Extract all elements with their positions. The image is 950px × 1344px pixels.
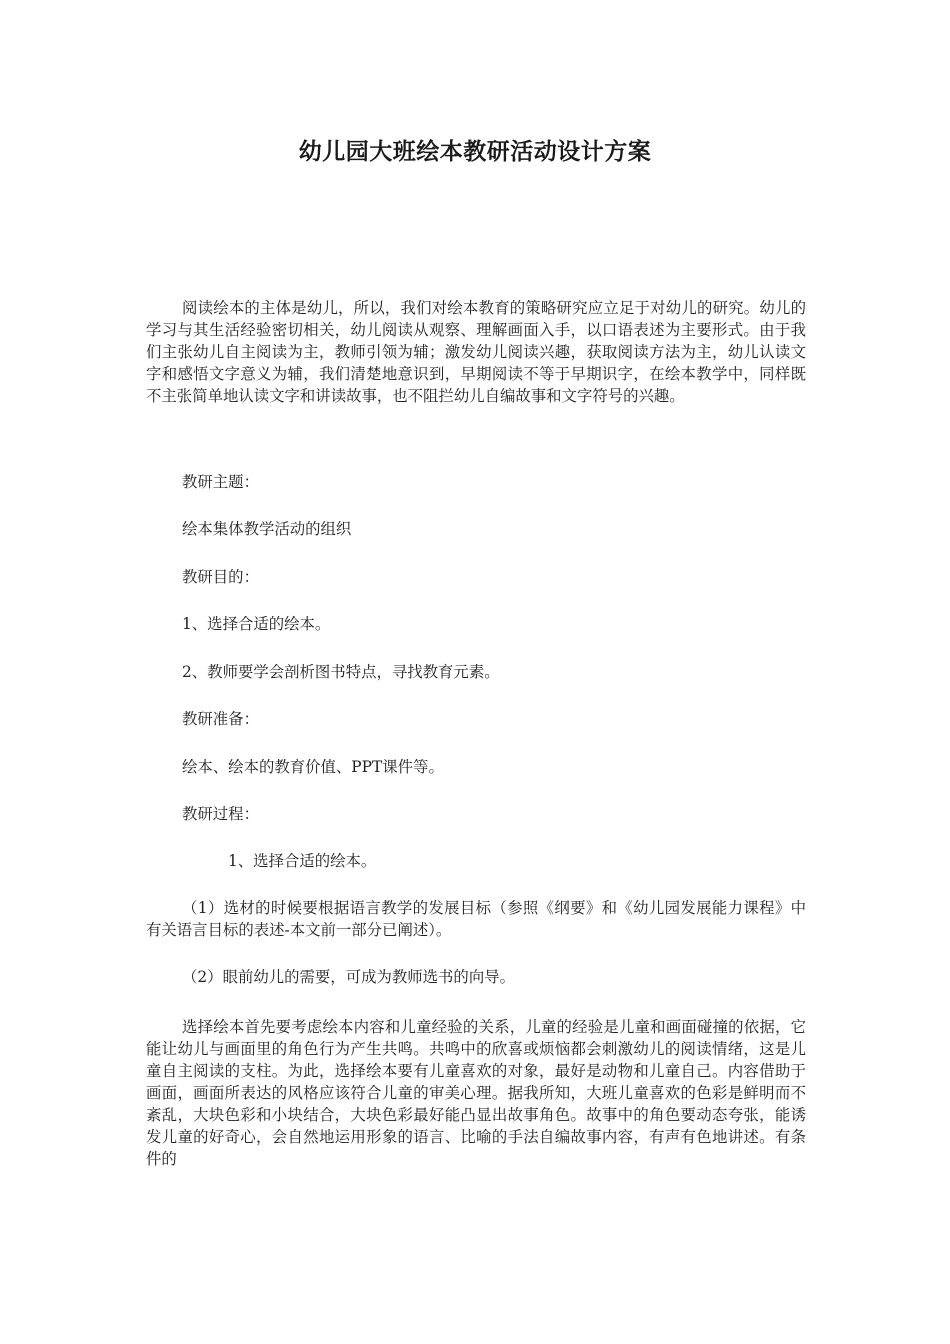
purpose-item-1: 1、选择合适的绘本。 <box>182 615 331 633</box>
topic-text: 绘本集体教学活动的组织 <box>182 520 352 538</box>
topic-label: 教研主题： <box>182 473 259 491</box>
prep-text: 绘本、绘本的教育价值、PPT课件等。 <box>182 758 444 776</box>
selection-paragraph: 选择绘本首先要考虑绘本内容和儿童经验的关系，儿童的经验是儿童和画面碰撞的依据，它能让幼儿与画面里的角色行为产生共鸣。共鸣中的欣喜或烦恼都会刺激幼儿的阅读情绪，这是儿童自主阅读的支柱。为此，选择绘本要有儿童喜欢的对象，最好是动物和儿童自己。内容借助于画面，画面所表达的风格应该符合儿童的审美心理。据我所知，大班儿童喜欢的色彩是鲜明而不紊乱，大块色彩和小块结合，大块色彩最好能凸显出故事角色。故事中的角色要动态夸张，能诱发儿童的好奇心，会自然地运用形象的语言、比喻的手法自编故事内容，有声有色地讲述。有条件的 <box>146 1018 806 1168</box>
purpose-item-2: 2、教师要学会剖析图书特点，寻找教育元素。 <box>182 663 500 681</box>
process-label: 教研过程： <box>182 805 259 823</box>
point-2-paragraph: （2）眼前幼儿的需要，可成为教师选书的向导。 <box>182 968 515 986</box>
prep-label: 教研准备： <box>182 710 259 728</box>
process-step-1: 1、选择合适的绘本。 <box>228 852 377 870</box>
intro-paragraph: 阅读绘本的主体是幼儿，所以，我们对绘本教育的策略研究应立足于对幼儿的研究。幼儿的学习与其生活经验密切相关，幼儿阅读从观察、理解画面入手，以口语表述为主要形式。由于我们主张幼儿自主阅读为主，教师引领为辅；激发幼儿阅读兴趣，获取阅读方法为主，幼儿认读文字和感悟文字意义为辅，我们清楚地意识到，早期阅读不等于早期识字，在绘本教学中，同样既不主张简单地认读文字和讲读故事，也不阻拦幼儿自编故事和文字符号的兴趣。 <box>146 299 806 405</box>
purpose-label: 教研目的： <box>182 568 259 586</box>
document-title: 幼儿园大班绘本教研活动设计方案 <box>298 139 652 165</box>
point-1-paragraph: （1）选材的时候要根据语言教学的发展目标（参照《纲要》和《幼儿园发展能力课程》中有关语言目标的表述-本文前一部分已阐述）。 <box>146 899 806 939</box>
